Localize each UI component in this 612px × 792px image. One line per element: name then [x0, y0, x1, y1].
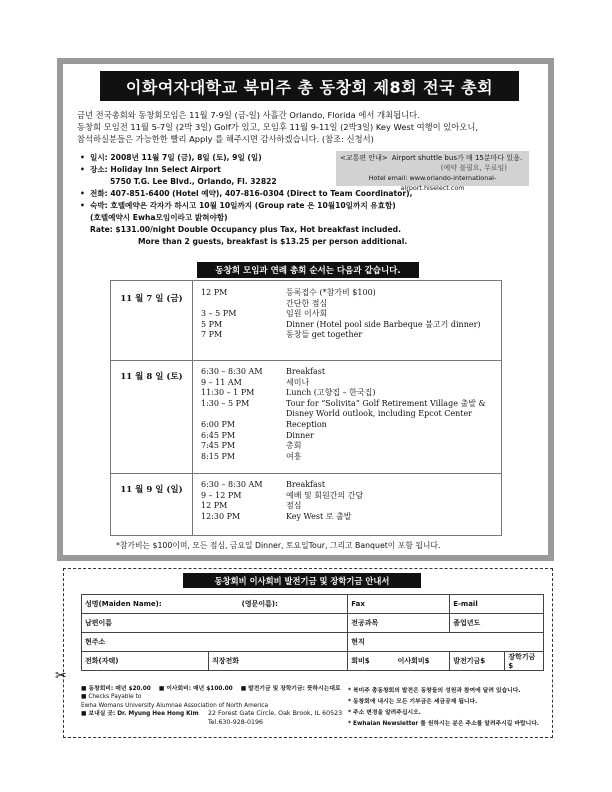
work-phone-field[interactable]: 직장전화	[209, 652, 348, 671]
home-phone-field[interactable]: 전화(자택)	[82, 652, 209, 671]
schedule-item: 간단한 점심	[286, 298, 328, 308]
day-items	[201, 367, 496, 462]
membership-form	[81, 594, 544, 671]
intro-line: 참석하실분들은 가능한한 빨리 Apply 를 해주시면 감사하겠습니다. (참조: 신청서)	[77, 134, 374, 144]
lodging-note: (호텔예약시 Ewha모임이라고 밝혀야함)	[90, 213, 228, 222]
email-field[interactable]: E-mail	[450, 595, 544, 614]
schedule-item: 7 PM 동창들 get together	[201, 330, 363, 340]
schedule-day	[111, 360, 501, 474]
address-line: 22 Forest Gate Circle, Oak Brook, IL 60523	[208, 710, 343, 717]
schedule-table	[110, 280, 502, 536]
address-field[interactable]: 현주소	[82, 633, 348, 652]
shuttle-note: (예약 불필요, 무료임)	[440, 164, 507, 172]
place-value: Holiday Inn Select Airport	[110, 165, 221, 174]
day-label: 11 월 8 일 (토)	[111, 360, 193, 473]
dues-field[interactable]: 회비$ 이사회비$	[348, 652, 450, 671]
fee-footnote: *참가비는 $100이며, 모든 점심, 금요일 Dinner, 토요일Tour, 그리고 Banquet이 포함 됩니다.	[116, 541, 441, 550]
schedule-item: 8:15 PM 여흥	[201, 451, 302, 461]
telephone: Tel.630-928-0196	[208, 719, 264, 726]
occupation-field[interactable]: 현직	[348, 633, 544, 652]
send-to-label: ■ 보내실 곳: Dr. Myung Hee Hong Kim	[81, 710, 199, 717]
date-value: 2008년 11월 7일 (금), 8일 (토), 9일 (일)	[110, 153, 262, 162]
schedule-day	[111, 473, 501, 535]
hotel-email: Hotel email: www.orlando-international-airport.hiselect.com	[368, 174, 497, 192]
schedule-item: 6:00 PM Reception	[201, 419, 327, 429]
day-items	[201, 480, 496, 522]
mailing-address	[208, 709, 342, 727]
schedule-item: 1:30 – 5 PM Tour for “Solivita” Golf Retirement Village 출발 &	[201, 398, 486, 408]
graduation-year-field[interactable]: 졸업년도	[450, 614, 544, 633]
phone-label: 전화:	[90, 189, 108, 198]
note-item: * Ewhaian Newsletter 를 원하시는 분은 주소를 알려주시길 바랍니다.	[348, 721, 539, 727]
development-fund-field[interactable]: 발전기금$	[450, 652, 505, 671]
lodging-label: 숙박:	[90, 201, 108, 210]
schedule-item: Disney World outlook, including Epcot Center	[286, 409, 473, 419]
note-item: * 동창회에 내시는 모든 기부금은 세금공제 됩니다.	[348, 699, 478, 705]
intro-text	[77, 109, 547, 145]
schedule-item: 6:30 – 8:30 AM Breakfast	[201, 367, 326, 376]
event-info: • 일시: 2008년 11월 7일 (금), 8일 (토), 9일 (일) • 장소: Holiday Inn Select Airport 5750 T.G. Lee Blvd., Orlando, Fl. 32822 • 전화: 407-851-6400 (Hotel 예약), 407-816-0304 (Direct to Team Coordinator), • 숙박: 호텔예약은 각자가 하시고 10월 10일까지 (Group rate 은 10월10일까지 유효함) (호텔예약시 Ewha모임이라고 밝혀야함) Rate: $131.00/night Double Occupancy plus Tax, Hot breakfast included. More than 2 guests, breakfast is $13.25 per person additional.	[80, 152, 380, 248]
checks-payable-label: ■ Checks Payable to	[81, 694, 142, 701]
lodging-value: 호텔예약은 각자가 하시고 10월 10일까지 (Group rate 은 10월10일까지 유효함)	[110, 201, 396, 210]
dues-info: ■ 동창회비: 매년 $20.00	[81, 686, 151, 692]
intro-line: 금년 전국총회와 동창회모임은 11월 7-9일 (금-일) 사흘간 Orlando, Florida 에서 개최됩니다.	[77, 110, 420, 120]
scissors-icon: ✂	[55, 668, 67, 684]
schedule-day	[111, 281, 501, 361]
spouse-name-field[interactable]: 남편이름	[82, 614, 348, 633]
place-address: 5750 T.G. Lee Blvd., Orlando, Fl. 32822	[110, 177, 277, 186]
room-rate: Rate: $131.00/night Double Occupancy plus Tax, Hot breakfast included.	[90, 225, 401, 234]
major-field[interactable]: 전공과목	[348, 614, 450, 633]
name-field[interactable]: 성명(Maiden Name): (영문이름):	[82, 595, 348, 614]
schedule-item: 5 PM Dinner (Hotel pool side Barbeque 불고기 dinner)	[201, 319, 481, 329]
page-title: 이화여자대학교 북미주 총 동창회 제8회 전국 총회	[100, 71, 519, 101]
schedule-item: 6:45 PM Dinner	[201, 430, 314, 440]
notes-list	[348, 686, 548, 730]
schedule-item: 11:30 – 1 PM Lunch (고향집 – 한국집)	[201, 388, 376, 398]
day-label: 11 월 7 일 (금)	[111, 281, 193, 360]
shuttle-text: Airport shuttle bus가 매 15분마다 있음.	[391, 154, 523, 162]
extra-guest-rate: More than 2 guests, breakfast is $13.25 per person additional.	[138, 237, 408, 246]
schedule-item: 12 PM 등록접수 (*참가비 $100)	[201, 288, 376, 297]
fax-field[interactable]: Fax	[348, 595, 450, 614]
schedule-item: 12 PM 점심	[201, 501, 302, 511]
funds-info: ■ 발전기금 및 장학기금: 뜻하시는대로	[240, 686, 341, 692]
phone-value: 407-851-6400 (Hotel 예약), 407-816-0304 (Direct to Team Coordinator),	[110, 189, 413, 198]
transport-label: <교통편 안내>	[340, 154, 388, 162]
note-item: * 주소 변경을 알려주십시오.	[348, 710, 421, 716]
note-item: * 북미주 총동창회의 발전은 동창들의 성원과 참여에 달려 있습니다.	[348, 688, 521, 694]
day-label: 11 월 9 일 (일)	[111, 473, 193, 535]
intro-line: 동창회 모임전 11월 5-7일 (2박 3일) Golf가 있고, 모임후 11월 9-11일 (2박3일) Key West 여행이 있아오니,	[77, 122, 478, 132]
transport-info	[336, 151, 529, 192]
payee-name: Ewha Womans University Alumnae Association of North America	[81, 702, 269, 709]
schedule-item: 6:30 – 8:30 AM Breakfast	[201, 480, 326, 489]
schedule-item: 9 – 11 AM 세미나	[201, 377, 310, 387]
place-label: 장소:	[90, 165, 108, 174]
schedule-item: 3 – 5 PM 임원 이사회	[201, 309, 328, 319]
schedule-heading: 동창회 모임과 연례 총회 순서는 다음과 같습니다.	[197, 262, 419, 278]
schedule-item: 9 – 12 PM 예배 및 회원간의 간담	[201, 490, 364, 500]
date-label: 일시:	[90, 153, 108, 162]
day-items	[201, 288, 496, 341]
form-heading: 동창회비 이사회비 발전기금 및 장학기금 안내서	[183, 573, 421, 588]
schedule-item: 12:30 PM Key West 로 출발	[201, 511, 352, 521]
board-fee-info: ■ 이사회비: 매년 $100.00	[158, 686, 233, 692]
scholarship-fund-field[interactable]: 장학기금$	[505, 652, 544, 671]
schedule-item: 7:45 PM 총회	[201, 441, 302, 451]
